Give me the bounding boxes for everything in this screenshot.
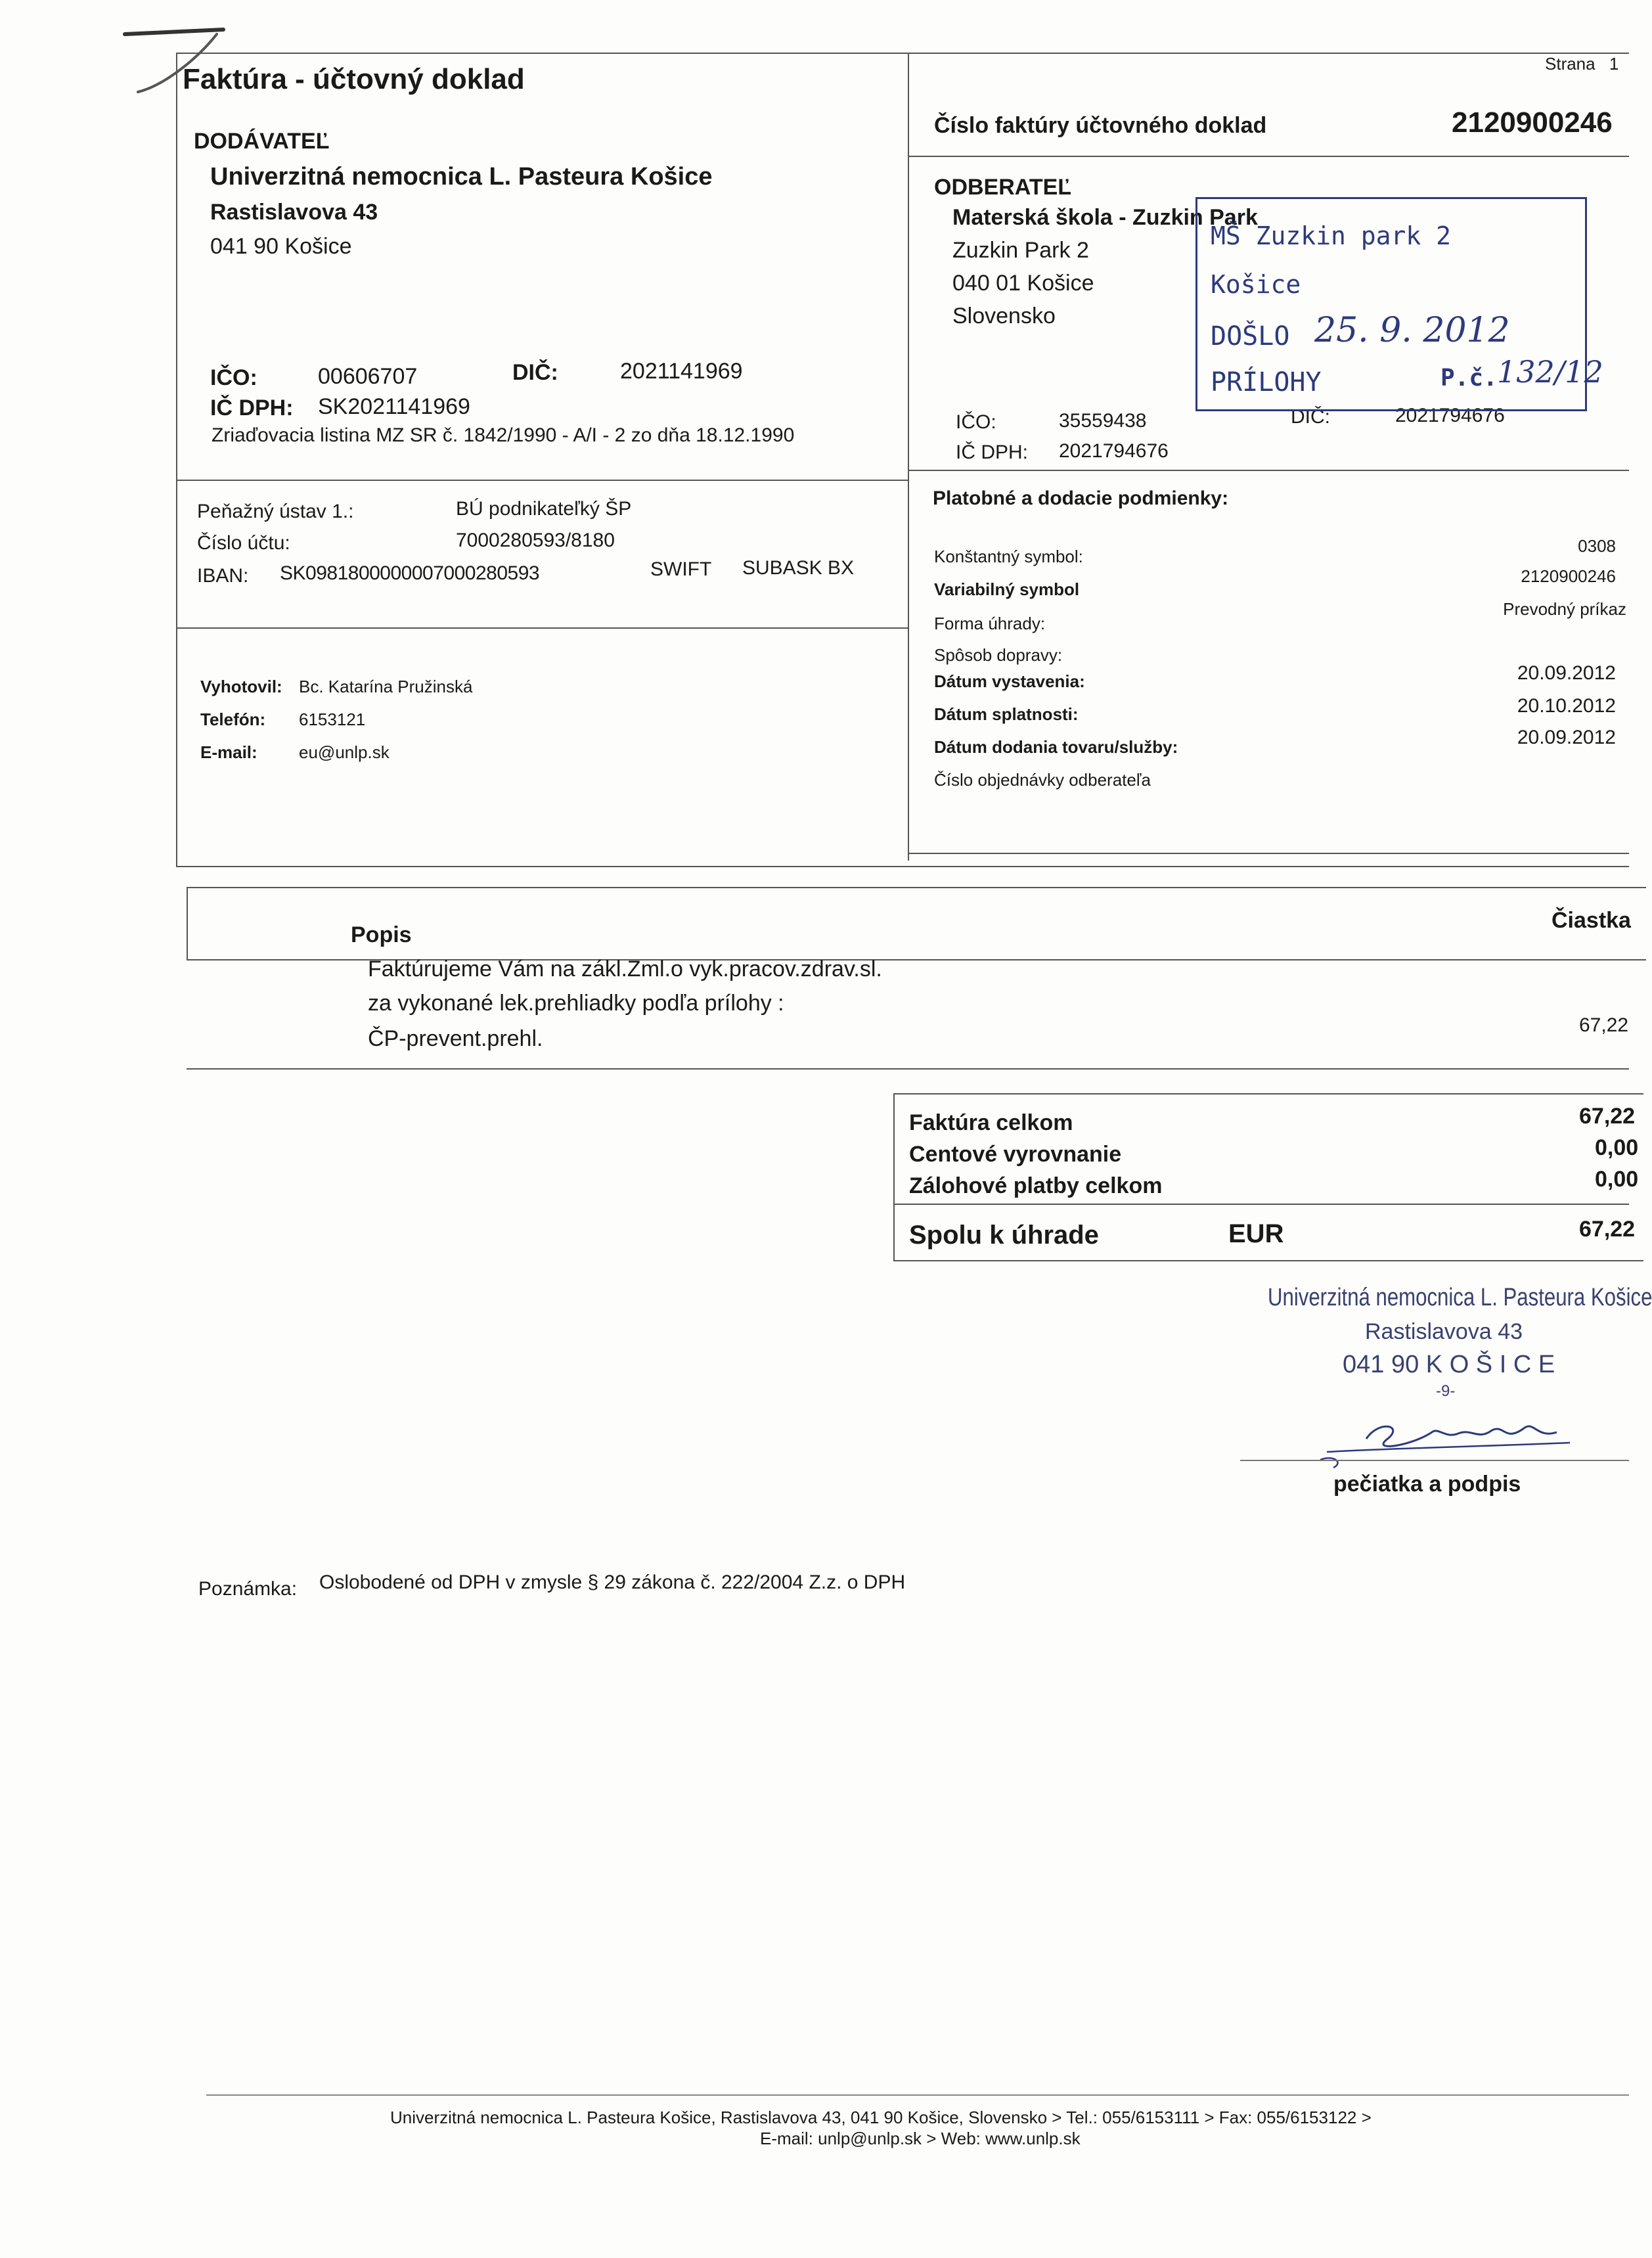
payment-heading: Platobné a dodacie podmienky: — [933, 487, 1229, 509]
due-amount: 67,22 — [1579, 1217, 1636, 1242]
supplier-registration: Zriaďovacia listina MZ SR č. 1842/1990 - A/I - 2 zo dňa 18.12.1990 — [212, 424, 795, 446]
customer-street: Zuzkin Park 2 — [952, 238, 1089, 263]
signature-line — [1240, 1460, 1629, 1461]
constant-symbol-label: Konštantný symbol: — [934, 547, 1083, 566]
bank-swift-label: SWIFT — [650, 558, 712, 580]
supplier-street: Rastislavova 43 — [210, 200, 378, 225]
rounding: 0,00 — [1595, 1135, 1639, 1160]
center-divider — [908, 53, 909, 861]
supplier-bottom-line — [177, 480, 909, 481]
bank-account-label: Číslo účtu: — [197, 532, 290, 554]
bank-institution-label: Peňažný ústav 1.: — [197, 501, 354, 522]
order-number-label: Číslo objednávky odberateľa — [934, 770, 1151, 790]
customer-name: Materská škola - Zuzkin Park — [952, 205, 1258, 230]
bank-iban-label: IBAN: — [197, 565, 249, 587]
customer-country: Slovensko — [952, 304, 1056, 328]
due-date-label: Dátum splatnosti: — [934, 704, 1079, 724]
customer-ico: 35559438 — [1059, 410, 1147, 432]
stamp-line3-label: DOŠLO — [1211, 321, 1290, 351]
payment-bottom-line — [909, 853, 1629, 854]
bank-account: 7000280593/8180 — [456, 530, 615, 551]
stamp-ref-label: P.č. — [1440, 365, 1498, 392]
supplier-ico-label: IČO: — [210, 365, 257, 390]
customer-icdph: 2021794676 — [1059, 440, 1169, 462]
advance: 0,00 — [1595, 1167, 1639, 1192]
signature-caption: pečiatka a podpis — [1333, 1472, 1521, 1497]
stamp-line2: Košice — [1211, 270, 1301, 299]
due-label: Spolu k úhrade — [909, 1221, 1099, 1250]
constant-symbol: 0308 — [1578, 536, 1616, 556]
advance-label: Zálohové platby celkom — [909, 1173, 1163, 1198]
received-stamp — [1195, 197, 1603, 411]
seal-line-3: 041 90 K O Š I C E — [1343, 1351, 1555, 1378]
footer-line-1: Univerzitná nemocnica L. Pasteura Košice, Rastislavova 43, 041 90 Košice, Slovensko > Tel.: 055/6153111 > Fax: 055/6153122 > — [390, 2108, 1372, 2127]
invoice-number-label: Číslo faktúry účtovného doklad — [934, 113, 1267, 138]
customer-city: 040 01 Košice — [952, 271, 1094, 296]
due-currency: EUR — [1228, 1219, 1284, 1248]
items-description-header: Popis — [351, 922, 412, 947]
supplier-dic: 2021141969 — [620, 359, 743, 384]
seal-line-2: Rastislavova 43 — [1365, 1319, 1523, 1344]
page-number: 1 — [1609, 54, 1619, 74]
rounding-label: Centové vyrovnanie — [909, 1142, 1122, 1167]
seal-line-1: Univerzitná nemocnica L. Pasteura Košice — [1268, 1284, 1652, 1311]
variable-symbol: 2120900246 — [1521, 566, 1616, 586]
due-date: 20.10.2012 — [1517, 695, 1616, 717]
supplier-icdph-label: IČ DPH: — [210, 395, 294, 420]
supplier-icdph: SK2021141969 — [318, 394, 470, 419]
stamp-received-date: 25. 9. 2012 — [1314, 311, 1510, 350]
supplier-name: Univerzitná nemocnica L. Pasteura Košice — [210, 163, 713, 191]
supplier-city: 041 90 Košice — [210, 234, 352, 259]
contact-phone-label: Telefón: — [200, 710, 266, 729]
customer-dic: 2021794676 — [1395, 405, 1505, 426]
document-title: Faktúra - účtovný doklad — [183, 63, 525, 95]
contact-prepared: Bc. Katarína Pružinská — [299, 677, 473, 696]
delivery-method-label: Spôsob dopravy: — [934, 645, 1063, 665]
footer-line — [206, 2094, 1629, 2096]
bank-swift: SUBASK BX — [742, 557, 855, 579]
page-label — [1545, 54, 1619, 74]
items-bottom-line — [187, 1068, 1629, 1070]
supplier-dic-label: DIČ: — [512, 360, 558, 385]
contact-prepared-label: Vyhotovil: — [200, 677, 282, 696]
top-border — [177, 53, 1629, 54]
delivery-date-label: Dátum dodania tovaru/služby: — [934, 737, 1178, 757]
item-line-2: za vykonané lek.prehliadky podľa prílohy : — [368, 991, 784, 1016]
stamp-ref-number: 132/12 — [1497, 354, 1603, 390]
page-label-text: Strana — [1545, 54, 1596, 74]
delivery-date: 20.09.2012 — [1517, 727, 1616, 748]
invoice-total-label: Faktúra celkom — [909, 1110, 1073, 1135]
customer-ico-label: IČO: — [956, 411, 996, 433]
bank-iban: SK0981800000007000280593 — [280, 562, 540, 584]
left-border — [176, 53, 177, 867]
totals-divider — [895, 1204, 1629, 1205]
payment-form: Prevodný príkaz — [1503, 599, 1626, 619]
stamp-line4-label: PRÍLOHY — [1211, 367, 1322, 397]
payment-form-label: Forma úhrady: — [934, 614, 1046, 633]
supplier-ico: 00606707 — [318, 364, 418, 389]
contact-email: eu@unlp.sk — [299, 742, 390, 762]
supplier-heading: DODÁVATEĽ — [194, 129, 330, 154]
invoice-number-underline — [909, 156, 1629, 157]
bank-bottom-line — [177, 627, 909, 629]
items-amount-header: Čiastka — [1552, 908, 1631, 933]
customer-dic-label: DIČ: — [1291, 406, 1330, 428]
invoice-number: 2120900246 — [1452, 106, 1613, 139]
contact-phone: 6153121 — [299, 710, 366, 729]
customer-heading: ODBERATEĽ — [934, 175, 1072, 200]
customer-icdph-label: IČ DPH: — [956, 441, 1029, 463]
stamp-line1: MŠ Zuzkin park 2 — [1211, 221, 1452, 250]
header-bottom-line — [177, 866, 1629, 867]
item-amount: 67,22 — [1579, 1014, 1629, 1036]
note-text: Oslobodené od DPH v zmysle § 29 zákona č. 222/2004 Z.z. o DPH — [319, 1571, 906, 1593]
footer-line-2: E-mail: unlp@unlp.sk > Web: www.unlp.sk — [760, 2129, 1081, 2148]
customer-bottom-line — [909, 470, 1629, 471]
bank-institution: BÚ podnikateľký ŠP — [456, 498, 632, 520]
note-label: Poznámka: — [198, 1578, 298, 1600]
issue-date: 20.09.2012 — [1517, 662, 1616, 684]
item-line-1: Faktúrujeme Vám na zákl.Zml.o vyk.pracov.zdrav.sl. — [368, 957, 882, 982]
invoice-total: 67,22 — [1579, 1104, 1636, 1129]
item-line-3: ČP-prevent.prehl. — [368, 1026, 543, 1051]
variable-symbol-label: Variabilný symbol — [934, 579, 1080, 599]
contact-email-label: E-mail: — [200, 742, 257, 762]
seal-line-4: -9- — [1436, 1382, 1456, 1400]
issue-date-label: Dátum vystavenia: — [934, 671, 1085, 691]
